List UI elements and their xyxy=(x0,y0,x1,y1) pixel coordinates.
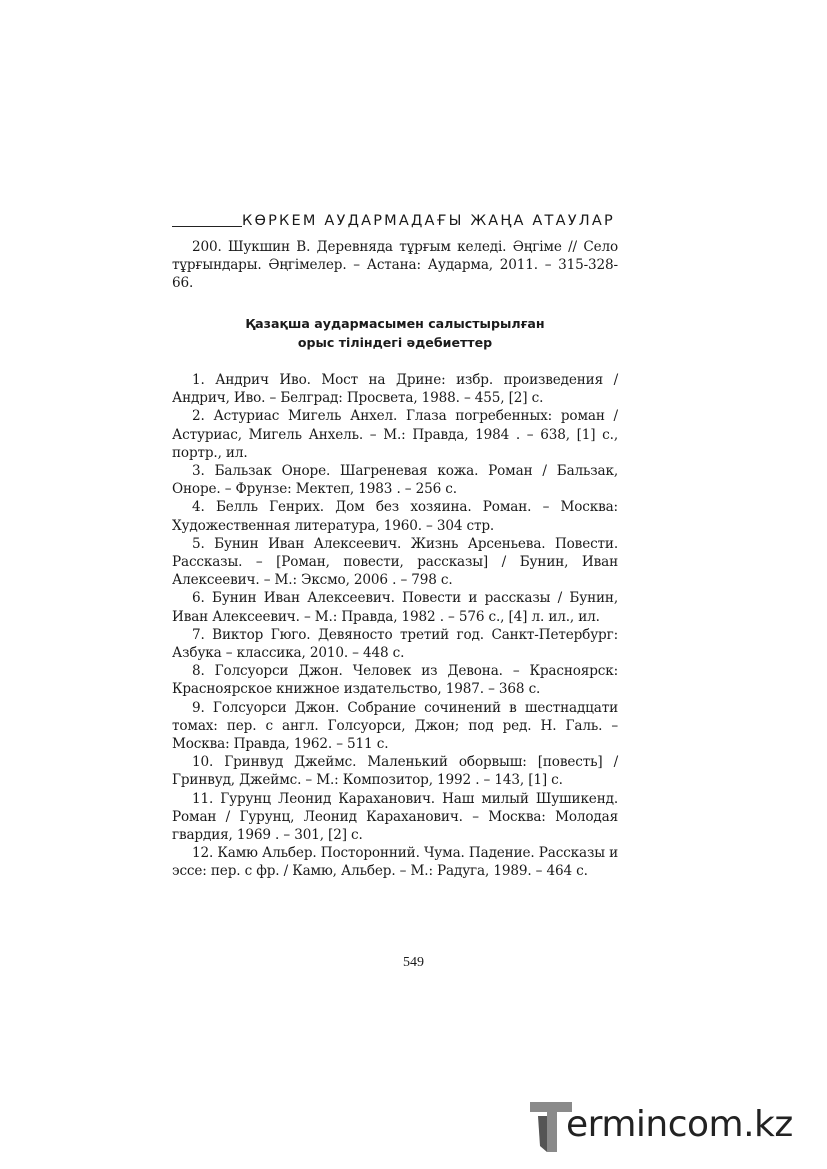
bibliography-entry: 6. Бунин Иван Алексеевич. Повести и рассказы / Бунин, Иван Алексеевич. – М.: Правда, 1982 . – 576 с., [4] л. ил., ил. xyxy=(172,590,618,625)
section-heading xyxy=(172,314,618,352)
bibliography-entry: 5. Бунин Иван Алексеевич. Жизнь Арсеньева. Повести. Рассказы. – [Роман, повести, рассказы] / Бунин, Иван Алексеевич. – М.: Эксмо, 2006 . – 798 с. xyxy=(172,535,618,589)
bibliography-entry: 7. Виктор Гюго. Девяносто третий год. Санкт-Петербург: Азбука – классика, 2010. – 448 с. xyxy=(172,626,618,662)
bibliography-entry: 1. Андрич Иво. Мост на Дрине: избр. произведения / Андрич, Иво. – Белград: Просвета, 1988. – 455, [2] с. xyxy=(172,372,618,407)
running-header-title: КӨРКЕМ АУДАРМАДАҒЫ ЖАҢА АТАУЛАР xyxy=(242,213,615,229)
termincom-logo-text: ermincom.kz xyxy=(566,1104,793,1145)
bibliography-entry: 9. Голсуорси Джон. Собрание сочинений в шестнадцати томах: пер. с англ. Голсуорси, Джон; под ред. Н. Галь. – Москва: Правда, 1962. – 511 с. xyxy=(172,699,618,753)
bibliography-entry: 10. Гринвуд Джеймс. Маленький оборвыш: [повесть] / Гринвуд, Джеймс. – М.: Композитор, 1992 . – 143, [1] с. xyxy=(172,754,618,789)
header-rule xyxy=(172,226,242,227)
section-heading-line-2: орыс тіліндегі әдебиеттер xyxy=(297,335,493,350)
page-number: 549 xyxy=(403,955,424,970)
bibliography-entry-200: 200. Шукшин В. Деревняда тұрғым келеді. Әңгіме // Село тұрғындары. Әңгімелер. – Астана: Аударма, 2011. – 315-328-66. xyxy=(172,239,618,292)
section-heading-line-1: Қазақша аудармасымен салыстырылған xyxy=(245,316,545,331)
termincom-logo xyxy=(528,1096,818,1156)
bibliography-entry: 11. Гурунц Леонид Караханович. Наш милый Шушикенд. Роман / Гурунц, Леонид Караханович. – Москва: Молодая гвардия, 1969 . – 301, [2] с. xyxy=(172,790,618,844)
running-header xyxy=(172,212,622,230)
bibliography-list xyxy=(172,371,618,881)
bibliography-entry: 2. Астуриас Мигель Анхел. Глаза погребенных: роман / Астуриас, Мигель Анхель. – М.: Правда, 1984 . – 638, [1] с., портр., ил. xyxy=(172,408,618,461)
bibliography-entry: 4. Белль Генрих. Дом без хозяина. Роман. – Москва: Художественная литература, 1960. – 304 стр. xyxy=(172,499,618,534)
bibliography-entry: 12. Камю Альбер. Посторонний. Чума. Падение. Рассказы и эссе: пер. с фр. / Камю, Альбер. – М.: Радуга, 1989. – 464 с. xyxy=(172,845,618,880)
intro-entry-block xyxy=(172,238,618,293)
bibliography-entry: 8. Голсуорси Джон. Человек из Девона. – Красноярск: Красноярское книжное издательство, 1987. – 368 с. xyxy=(172,663,618,698)
bibliography-entry: 3. Бальзак Оноре. Шагреневая кожа. Роман / Бальзак, Оноре. – Фрунзе: Мектеп, 1983 . – 256 с. xyxy=(172,463,618,498)
